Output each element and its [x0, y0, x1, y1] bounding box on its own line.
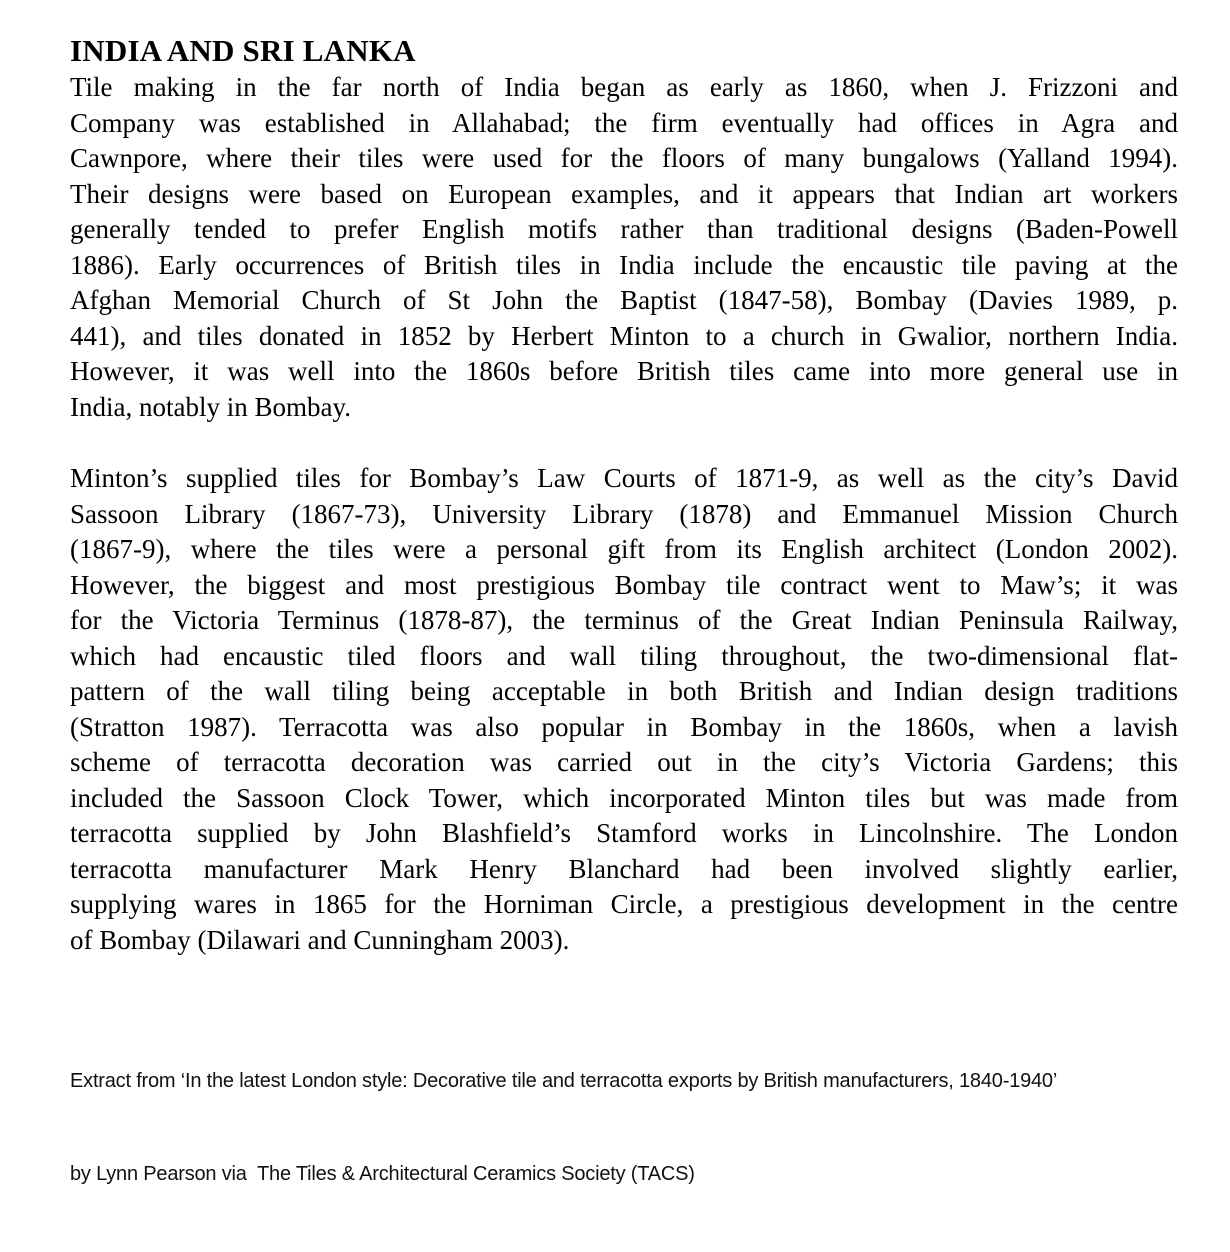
- attribution-line: by Lynn Pearson via The Tiles & Architectural Ceramics Society (TACS): [70, 1163, 695, 1185]
- body-line: included the Sassoon Clock Tower, which incorporated Minton tiles but was made from: [70, 782, 1178, 813]
- body-line: of Bombay (Dilawari and Cunningham 2003).: [70, 924, 570, 955]
- body-line: However, the biggest and most prestigious Bombay tile contract went to Maw’s; it was: [70, 569, 1178, 600]
- body-line: supplying wares in 1865 for the Horniman Circle, a prestigious development in the centre: [70, 889, 1178, 919]
- body-line: Cawnpore, where their tiles were used for the floors of many bungalows (Yalland 1994).: [70, 143, 1178, 173]
- body-line: Company was established in Allahabad; the firm eventually had offices in Agra and: [70, 107, 1178, 138]
- attribution-line: Extract from ‘In the latest London style: Decorative tile and terracotta exports by British manufacturers, 1840-1940’: [70, 1070, 1058, 1092]
- body-line: However, it was well into the 1860s before British tiles came into more general use in: [70, 356, 1178, 386]
- body-line: Tile making in the far north of India began as early as 1860, when J. Frizzoni and: [70, 72, 1178, 102]
- body-line: pattern of the wall tiling being acceptable in both British and Indian design traditions: [70, 676, 1178, 706]
- section-heading: INDIA AND SRI LANKA: [70, 33, 416, 68]
- body-line: India, notably in Bombay.: [70, 391, 351, 422]
- body-line: (1867-9), where the tiles were a personal gift from its English architect (London 2002).: [70, 534, 1178, 564]
- body-line: (Stratton 1987). Terracotta was also popular in Bombay in the 1860s, when a lavish: [70, 711, 1178, 742]
- body-line: for the Victoria Terminus (1878-87), the terminus of the Great Indian Peninsula Railway,: [70, 605, 1178, 635]
- body-line: 441), and tiles donated in 1852 by Herbert Minton to a church in Gwalior, northern India.: [70, 320, 1178, 351]
- body-line: terracotta manufacturer Mark Henry Blanchard had been involved slightly earlier,: [70, 853, 1178, 884]
- body-line: scheme of terracotta decoration was carried out in the city’s Victoria Gardens; this: [70, 747, 1178, 777]
- attribution-footer: [70, 1004, 1178, 1252]
- body-line: terracotta supplied by John Blashfield’s Stamford works in Lincolnshire. The London: [70, 818, 1178, 848]
- paragraph-2: [70, 461, 1178, 958]
- body-line: Sassoon Library (1867-73), University Library (1878) and Emmanuel Mission Church: [70, 498, 1178, 529]
- body-line: Afghan Memorial Church of St John the Baptist (1847-58), Bombay (Davies 1989, p.: [70, 285, 1178, 315]
- body-line: Their designs were based on European examples, and it appears that Indian art workers: [70, 178, 1178, 209]
- body-line: Minton’s supplied tiles for Bombay’s Law Courts of 1871-9, as well as the city’s David: [70, 463, 1178, 493]
- paragraph-1: [70, 70, 1178, 425]
- body-line: generally tended to prefer English motifs rather than traditional designs (Baden-Powell: [70, 214, 1178, 244]
- body-line: which had encaustic tiled floors and wall tiling throughout, the two-dimensional flat-: [70, 640, 1178, 671]
- body-line: 1886). Early occurrences of British tiles in India include the encaustic tile paving at the: [70, 249, 1178, 280]
